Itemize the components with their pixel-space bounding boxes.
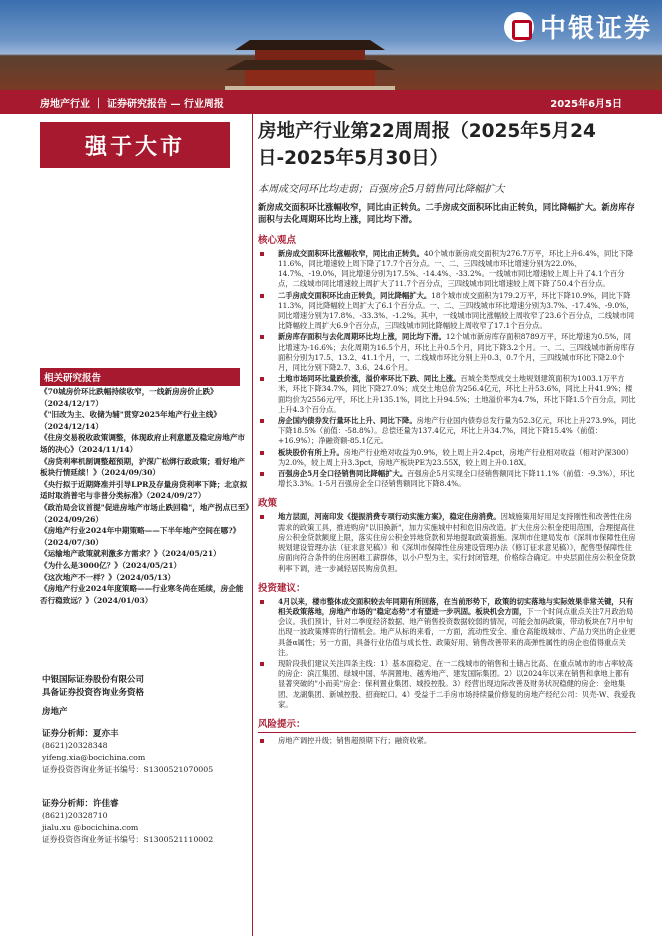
- breadcrumb: 房地产行业 ｜ 证券研究报告 — 行业周报: [40, 98, 224, 110]
- palace-illustration: [225, 20, 395, 90]
- core-views-heading: 核心观点: [258, 234, 297, 246]
- analyst-license: 证券投资咨询业务证书编号：S1300521070005: [42, 765, 214, 774]
- related-reports-title: 相关研究报告: [40, 368, 240, 386]
- analyst-email[interactable]: jialu.xu @bocichina.com: [42, 823, 139, 832]
- company-license: 具备证券投资咨询业务资格: [42, 688, 145, 698]
- risk-item: 房地产调控升级；销售超预期下行；融资收紧。: [258, 736, 636, 746]
- core-view-item: 新房库存面积与去化周期环比均上涨，同比均下滑。12个城市新房库存面积8789万平，环比增速为0.5%，同比增速为-16.6%；去化周期为16.5个月，环比上升0.5个月，同比下降3.2个月。一、二、三四线城市新房库存面积分别为17.5、13.2、41.1个月，一、二线城市环比分别上升0.3、0.7个月，三四线城市环比下降2.0个月，同比分别下降2.7、3.6、24.6个月。: [258, 332, 636, 373]
- logo-text: 中银证券: [539, 14, 652, 44]
- report-title: 房地产行业第22周周报（2025年5月24日-2025年5月30日）: [258, 121, 596, 169]
- boc-logo-icon: [504, 12, 534, 42]
- analyst-email[interactable]: yifeng.xia@bocichina.com: [42, 753, 146, 762]
- report-subtitle: 本周成交同环比均走弱；百强房企5月销售同比降幅扩大: [258, 184, 505, 195]
- report-summary: 新房成交面积环比涨幅收窄，同比由正转负。二手房成交面积环比由正转负，同比降幅扩大。新房库存面积与去化周期环比均上涨，同比均下滑。: [258, 202, 635, 225]
- policy-list: [258, 512, 636, 573]
- analyst-block: [42, 728, 213, 776]
- column-divider: [252, 114, 253, 936]
- related-report-item[interactable]: 《政治局会议首提"促进房地产市场止跌回稳"，地产拐点已至》（2024/09/26）: [40, 502, 250, 524]
- related-report-item[interactable]: 《房地产行业2024年中期策略——下半年地产空间在哪?》（2024/07/30）: [40, 526, 241, 547]
- related-report-item[interactable]: 《70城房价环比跌幅持续收窄，一线新房房价止跌》（2024/12/17）: [40, 387, 218, 408]
- related-report-item[interactable]: 《央行拟于近期降准并引导LPR及存量房贷利率下降；北京拟适时取消普宅与非普分类标准》（2024/09/27）: [40, 479, 248, 501]
- analyst-block: [42, 798, 213, 846]
- policy-item: 地方层面，河南印发《提振消费专项行动实施方案》，稳定住房消费。因城施策用好用足支持刚性和改善性住房需求的政策工具，推进购房"以旧换新"，加力实施城中村和危旧房改造。扩大住房公积金使用范围，合理提高住房公积金贷款额度上限，落实住房公积金异地贷款和异地提取政策措施。深圳市住建局发布《深圳市保障性住房规划建设管理办法（征求意见稿）》和《深圳市保障性住房建设管理办法（修订征求意见稿）》，配售型保障性住房面向符合条件的住房困难工薪群体，以小户型为主，实行封闭管理，价格综合确定。中央层面住房公积金贷款利率下调，进一步减轻居民购房负担。: [258, 512, 636, 573]
- report-date: 2025年6月5日: [550, 98, 622, 110]
- related-report-item[interactable]: 《房地产行业2024年度策略——行业寒冬尚在延续，房企能否行稳致远？》（2024/01/03）: [40, 584, 244, 605]
- header-banner: [0, 0, 662, 90]
- related-report-item[interactable]: 《这次地产不一样？》（2024/05/13）: [40, 572, 176, 582]
- analyst-license: 证券投资咨询业务证书编号：S1300521110002: [42, 835, 214, 844]
- investment-advice-list: [258, 597, 636, 710]
- related-reports-list: [40, 386, 250, 606]
- policy-heading: 政策: [258, 498, 278, 510]
- company-logo: [504, 8, 652, 45]
- risk-divider: [258, 732, 636, 733]
- analyst-phone: (8621)20328710: [42, 811, 108, 820]
- analyst-phone: (8621)20328348: [42, 741, 108, 750]
- analyst-name: 证券分析师：夏亦丰: [42, 729, 119, 739]
- risk-heading: 风险提示：: [258, 718, 306, 730]
- risk-list: [258, 736, 636, 746]
- company-info: [42, 674, 144, 719]
- analyst-name: 证券分析师：许佳睿: [42, 799, 119, 809]
- core-view-item: 房企国内债券发行量环比上升、同比下降。房地产行业国内债券总发行量为52.3亿元，环比上升273.9%，同比下降18.5%（前值：-58.8%）。总偿还量为137.4亿元，环比上升34.7%，同比下降15.4%（前值：+16.9%）；净融资额-85.1亿元。: [258, 416, 636, 447]
- advice-item: 现阶段我们建议关注四条主线：1）基本面稳定、在一二线城市的销售和土储占比高、在重点城市的市占率较高的房企：滨江集团、绿城中国、华润置地、越秀地产、建发国际集团。2）以2024年以来在销售和拿地上都有显著突破的"小而美"房企：保利置业集团、城投控股。3）经营出现边际改善及财务状况稳健的房企：金地集团、龙湖集团、新城控股、招商蛇口。4）受益于二手房市场持续量价修复的房地产经纪公司：贝壳-W、我爱我家。: [258, 659, 636, 710]
- related-report-item[interactable]: 《房贷利率机制调整超预期，沪深广松绑行政政策；看好地产板块行情延续！》（2024/09/30）: [40, 456, 246, 478]
- company-name: 中银国际证券股份有限公司: [42, 675, 145, 685]
- core-view-item: 百强房企5月全口径销售同比降幅扩大。百强房企5月实现全口径销售额同比下降11.1%（前值：-9.3%），环比增长3.3%。1-5月百强房企全口径销售额同比下降8.4%。: [258, 469, 636, 489]
- related-report-item[interactable]: 《运输地产政策就利激多方需求？》（2024/05/21）: [40, 549, 221, 559]
- advice-item: 4月以来，楼市整体成交面积较去年同期有所回落，在当前形势下，政策的切实落地与实际效果非常关键，只有相关政策落地，房地产市场的"稳定态势"才有望进一步巩固。板块机会方面，下一个时间点重点关注7月政治局会议。我们预计，针对二季度经济数据、地产销售投资数据较弱的情况，可能会加码政策，带动板块在7月中旬出现一波政策博弈的行情机会。地产从标的来看，一方面，流动性安全、重仓高能级城市、产品力突出的企业更具备α属性；另一方面，具备行业估值与成长性、政策好用、销售改善带来的高弹性属性的房企也值得重点关注。: [258, 597, 636, 658]
- related-report-item[interactable]: 《住房交易税收政策调整，体现政府止利意愿及稳定房地产市场的决心》（2024/11/14）: [40, 433, 246, 454]
- core-views-list: [258, 249, 636, 490]
- header-bar: [0, 90, 662, 114]
- investment-advice-heading: 投资建议：: [258, 582, 306, 594]
- core-view-item: 二手房成交面积环比由正转负，同比降幅扩大。18个城市成交面积为179.2万平，环比下降10.9%，同比下降11.3%，同比降幅较上周扩大了6.1个百分点。一、二、三四线城市环比增速分别为3.7%、-17.4%、-9.0%，同比增速分别为17.8%、-33.3%、-1.2%。其中，一线城市同比涨幅较上周收窄了23.6个百分点，二线城市同比降幅较上周扩大6.9个百分点，三四线城市同比降幅较上周收窄了17.1个百分点。: [258, 291, 636, 332]
- rating-badge: 强于大市: [40, 122, 230, 168]
- core-view-item: 土地市场同环比量跌价涨，溢价率环比下跌、同比上涨。百城全类型成交土地规划建筑面积为1003.1万平方米，环比下降34.7%，同比下降27.0%；成交土地总价为256.4亿元，环比上升53.6%，同比上升41.9%；楼面均价为2556元/平，环比上升135.1%，同比上升94.5%；土地溢价率为4.7%，环比下降1.5个百分点，同比上升4.3个百分点。: [258, 374, 636, 415]
- related-report-item[interactable]: 《"旧改为主、收储为辅"贯穿2025年地产行业主线》（2024/12/14）: [40, 410, 221, 431]
- core-view-item: 新房成交面积环比涨幅收窄，同比由正转负。40个城市新房成交面积为276.7万平，环比上升6.4%，同比下降11.6%，同比增速较上周下降了17.7个百分点。一、二、三四线城市环比增速分别为22.0%、14.7%、-19.0%，同比增速分别为17.5%、-14.4%、-33.2%。一线城市同比增速较上周上升了4.1个百分点，二线城市同比增速较上周扩大了11.7个百分点，三四线城市同比增速较上周下降了50.4个百分点。: [258, 249, 636, 290]
- core-view-item: 板块股价有所上升。房地产行业绝对收益为0.9%，较上周上升2.4pct，房地产行业相对收益（相对沪深300）为2.0%，较上周上升3.3pct，房地产板块PE为23.55X，较上周上升0.18X。: [258, 448, 636, 468]
- main-content: [258, 118, 636, 747]
- left-sidebar: [40, 114, 252, 934]
- sector-label: 房地产: [42, 707, 68, 717]
- related-report-item[interactable]: 《为什么是3000亿？》（2024/05/21）: [40, 560, 182, 570]
